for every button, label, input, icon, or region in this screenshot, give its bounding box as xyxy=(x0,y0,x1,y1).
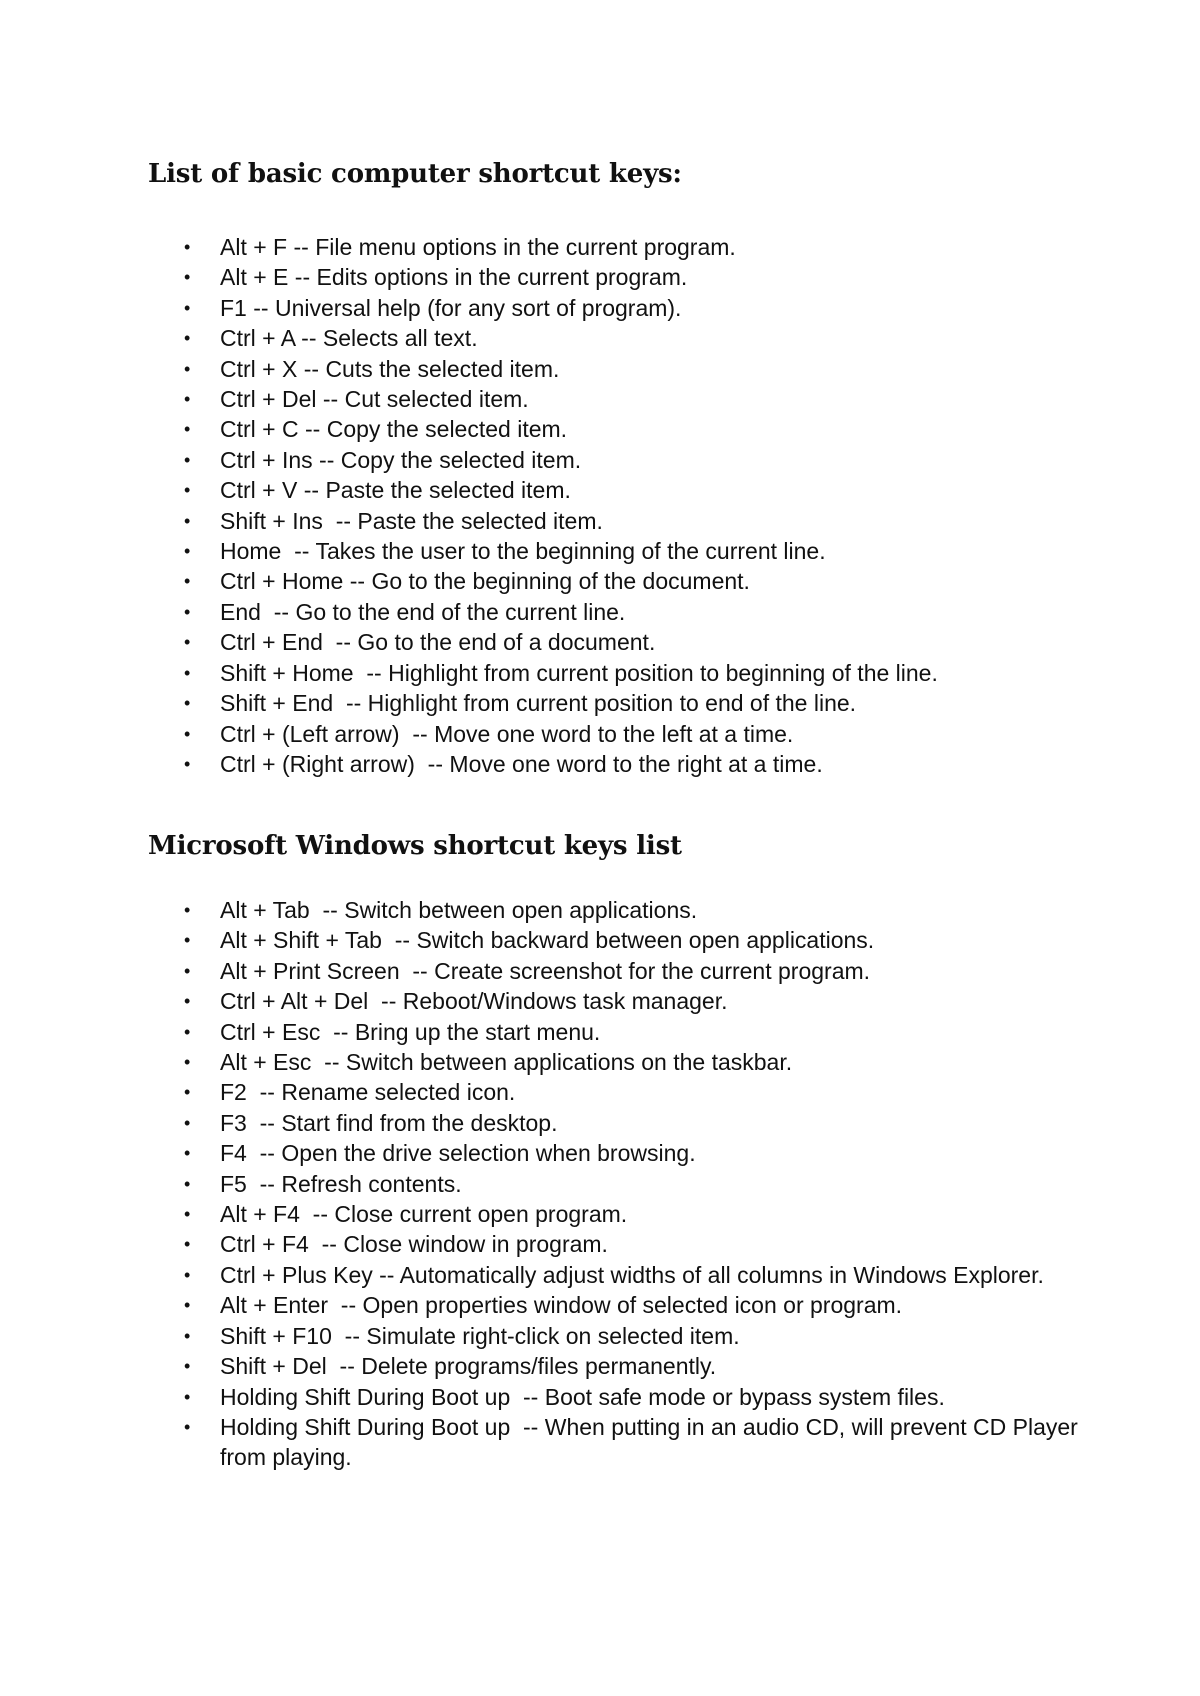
shortcut-keys: Alt + Shift + Tab xyxy=(220,927,382,954)
shortcut-separator: -- xyxy=(316,386,345,413)
windows-shortcuts-list xyxy=(0,895,1200,1473)
shortcut-description: Highlight from current position to beginning of the line. xyxy=(388,659,938,686)
shortcut-description: Rename selected icon. xyxy=(281,1079,516,1106)
shortcut-separator: -- xyxy=(246,1079,282,1106)
shortcut-separator: -- xyxy=(260,598,296,625)
shortcut-separator: -- xyxy=(246,1109,282,1136)
shortcut-keys: Shift + Home xyxy=(220,659,354,686)
bullet-icon: • xyxy=(184,328,191,349)
list-item xyxy=(0,627,1200,657)
shortcut-keys: Ctrl + V xyxy=(220,477,298,504)
shortcut-description: Copy the selected item. xyxy=(340,446,582,473)
bullet-icon: • xyxy=(184,419,191,440)
shortcut-description: Highlight from current position to end of the line. xyxy=(367,690,857,717)
shortcut-description: Reboot/Windows task manager. xyxy=(402,988,728,1015)
bullet-icon: • xyxy=(184,1416,191,1437)
shortcut-description: Copy the selected item. xyxy=(326,416,568,443)
shortcut-separator: -- xyxy=(294,325,323,352)
shortcut-separator: -- xyxy=(343,568,372,595)
shortcut-separator: -- xyxy=(381,927,417,954)
shortcut-keys: Ctrl + A xyxy=(220,325,295,352)
list-item xyxy=(0,1412,1200,1473)
shortcut-keys: Alt + Print Screen xyxy=(220,957,400,984)
bullet-icon: • xyxy=(184,571,191,592)
shortcut-separator: -- xyxy=(287,234,316,260)
list-item xyxy=(0,1382,1200,1412)
shortcut-description: Close current open program. xyxy=(334,1201,628,1228)
list-item xyxy=(0,323,1200,353)
bullet-icon: • xyxy=(184,1356,191,1377)
shortcut-description: Boot safe mode or bypass system files. xyxy=(544,1383,945,1410)
shortcut-keys: Ctrl + X xyxy=(220,355,298,382)
shortcut-description: Go to the beginning of the document. xyxy=(371,568,750,595)
section-title-windows-shortcuts: Microsoft Windows shortcut keys list xyxy=(148,831,682,861)
bullet-icon: • xyxy=(184,1204,191,1225)
shortcut-separator: -- xyxy=(298,416,327,443)
shortcut-separator: -- xyxy=(288,264,317,291)
bullet-icon: • xyxy=(184,1264,191,1285)
shortcut-description: When putting in an audio CD, will prevent CD Player from playing. xyxy=(220,1413,1085,1471)
bullet-icon: • xyxy=(184,1052,191,1073)
shortcut-description: Open properties window of selected icon or program. xyxy=(362,1292,903,1319)
shortcut-separator: -- xyxy=(246,1170,282,1197)
shortcut-keys: Ctrl + F4 xyxy=(220,1231,309,1258)
list-item xyxy=(0,1017,1200,1047)
shortcut-description: Close window in program. xyxy=(343,1231,608,1258)
shortcut-separator: -- xyxy=(299,1201,335,1228)
list-item xyxy=(0,414,1200,444)
shortcut-separator: -- xyxy=(399,720,435,747)
shortcut-description: Simulate right-click on selected item. xyxy=(366,1322,740,1349)
shortcut-description: Go to the end of a document. xyxy=(357,629,656,656)
shortcut-separator: -- xyxy=(309,897,345,923)
list-item xyxy=(0,1108,1200,1138)
shortcut-keys: Ctrl + Home xyxy=(220,568,344,595)
bullet-icon: • xyxy=(184,1082,191,1103)
list-item xyxy=(0,475,1200,505)
bullet-icon: • xyxy=(184,267,191,288)
list-item xyxy=(0,1138,1200,1168)
shortcut-keys: Alt + E xyxy=(220,264,289,291)
list-item xyxy=(0,506,1200,536)
shortcut-separator: -- xyxy=(326,1353,362,1380)
shortcut-keys: Alt + Tab xyxy=(220,897,310,923)
list-item xyxy=(0,1290,1200,1320)
shortcut-keys: Alt + Esc xyxy=(220,1049,312,1076)
list-item xyxy=(0,1169,1200,1199)
shortcut-separator: -- xyxy=(368,988,403,1015)
shortcut-description: Bring up the start menu. xyxy=(354,1018,601,1045)
shortcut-description: Switch between applications on the taskbar. xyxy=(345,1049,793,1076)
shortcut-description: Cuts the selected item. xyxy=(325,355,560,382)
list-item xyxy=(0,925,1200,955)
bullet-icon: • xyxy=(184,449,191,470)
bullet-icon: • xyxy=(184,1112,191,1133)
list-item xyxy=(0,445,1200,475)
shortcut-keys: Home xyxy=(220,538,282,565)
shortcut-separator: -- xyxy=(322,629,358,656)
list-item xyxy=(0,384,1200,414)
shortcut-keys: Ctrl + End xyxy=(220,629,323,656)
bullet-icon: • xyxy=(184,1143,191,1164)
shortcut-keys: Shift + End xyxy=(220,690,334,717)
shortcut-separator: -- xyxy=(312,446,341,473)
list-item xyxy=(0,1321,1200,1351)
list-item xyxy=(0,1077,1200,1107)
bullet-icon: • xyxy=(184,541,191,562)
list-item xyxy=(0,1047,1200,1077)
list-item xyxy=(0,1199,1200,1229)
bullet-icon: • xyxy=(184,510,191,531)
bullet-icon: • xyxy=(184,900,191,920)
shortcut-separator: -- xyxy=(353,659,389,686)
shortcut-keys: Alt + Enter xyxy=(220,1292,329,1319)
bullet-icon: • xyxy=(184,601,191,622)
bullet-icon: • xyxy=(184,1234,191,1255)
shortcut-keys: Holding Shift During Boot up xyxy=(220,1413,511,1440)
bullet-icon: • xyxy=(184,480,191,501)
shortcut-keys: Ctrl + (Right arrow) xyxy=(220,750,415,777)
shortcut-keys: Ctrl + Ins xyxy=(220,446,313,473)
shortcut-separator: -- xyxy=(510,1383,545,1410)
bullet-icon: • xyxy=(184,753,191,774)
list-item xyxy=(0,262,1200,292)
shortcut-separator: -- xyxy=(328,1292,363,1319)
bullet-icon: • xyxy=(184,1173,191,1194)
shortcut-keys: F4 xyxy=(220,1140,247,1167)
shortcut-description: Switch backward between open applications. xyxy=(416,927,875,954)
shortcut-keys: F5 xyxy=(220,1170,247,1197)
bullet-icon: • xyxy=(184,389,191,410)
shortcut-keys: Shift + Ins xyxy=(220,507,323,534)
bullet-icon: • xyxy=(184,991,191,1012)
list-item xyxy=(0,749,1200,779)
shortcut-separator: -- xyxy=(297,355,326,382)
shortcut-description: Paste the selected item. xyxy=(357,507,603,534)
shortcut-separator: -- xyxy=(297,477,326,504)
shortcut-keys: F3 xyxy=(220,1109,247,1136)
bullet-icon: • xyxy=(184,1386,191,1407)
shortcut-keys: Alt + F4 xyxy=(220,1201,300,1228)
shortcut-keys: End xyxy=(220,598,261,625)
list-item xyxy=(0,658,1200,688)
shortcut-keys: Ctrl + Esc xyxy=(220,1018,321,1045)
shortcut-description: Edits options in the current program. xyxy=(316,264,688,291)
shortcut-separator: -- xyxy=(246,1140,282,1167)
shortcut-keys: Ctrl + C xyxy=(220,416,299,443)
shortcut-keys: F2 xyxy=(220,1079,247,1106)
list-item xyxy=(0,536,1200,566)
shortcut-separator: -- xyxy=(308,1231,344,1258)
list-item xyxy=(0,1351,1200,1381)
shortcut-keys: Ctrl + Alt + Del xyxy=(220,988,369,1015)
shortcut-description: Paste the selected item. xyxy=(325,477,571,504)
shortcut-keys: Shift + F10 xyxy=(220,1322,332,1349)
shortcut-keys: Alt + F xyxy=(220,234,288,260)
list-item xyxy=(0,719,1200,749)
shortcut-separator: -- xyxy=(510,1413,545,1440)
shortcut-description: Automatically adjust widths of all columns in Windows Explorer. xyxy=(399,1261,1044,1288)
shortcut-description: Open the drive selection when browsing. xyxy=(281,1140,696,1167)
shortcut-description: Start find from the desktop. xyxy=(281,1109,558,1136)
shortcut-description: Create screenshot for the current program. xyxy=(434,957,871,984)
shortcut-description: Universal help (for any sort of program). xyxy=(274,294,682,321)
shortcut-description: Move one word to the right at a time. xyxy=(449,750,823,777)
list-item xyxy=(0,688,1200,718)
section-title-basic-shortcuts: List of basic computer shortcut keys: xyxy=(148,159,682,189)
shortcut-description: Cut selected item. xyxy=(344,386,529,413)
list-item xyxy=(0,1260,1200,1290)
shortcut-keys: F1 xyxy=(220,294,247,321)
basic-shortcuts-list xyxy=(0,232,1200,779)
bullet-icon: • xyxy=(184,632,191,653)
shortcut-description: Refresh contents. xyxy=(281,1170,462,1197)
shortcut-separator: -- xyxy=(333,690,368,717)
list-item xyxy=(0,354,1200,384)
shortcut-description: Switch between open applications. xyxy=(344,897,698,923)
bullet-icon: • xyxy=(184,237,191,257)
list-item xyxy=(0,293,1200,323)
shortcut-separator: -- xyxy=(372,1261,400,1288)
shortcut-description: Move one word to the left at a time. xyxy=(434,720,794,747)
shortcut-separator: -- xyxy=(331,1322,367,1349)
shortcut-separator: -- xyxy=(320,1018,355,1045)
shortcut-keys: Holding Shift During Boot up xyxy=(220,1383,511,1410)
shortcut-keys: Ctrl + Del xyxy=(220,386,317,413)
shortcut-description: Delete programs/files permanently. xyxy=(361,1353,717,1380)
shortcut-separator: -- xyxy=(311,1049,346,1076)
bullet-icon: • xyxy=(184,297,191,318)
list-item xyxy=(0,1229,1200,1259)
bullet-icon: • xyxy=(184,960,191,981)
bullet-icon: • xyxy=(184,693,191,714)
bullet-icon: • xyxy=(184,662,191,683)
bullet-icon: • xyxy=(184,1295,191,1316)
shortcut-separator: -- xyxy=(322,507,358,534)
list-item xyxy=(0,597,1200,627)
list-item xyxy=(0,232,1200,262)
shortcut-description: Go to the end of the current line. xyxy=(295,598,626,625)
bullet-icon: • xyxy=(184,723,191,744)
bullet-icon: • xyxy=(184,358,191,379)
shortcut-description: File menu options in the current program. xyxy=(315,234,736,260)
list-item xyxy=(0,986,1200,1016)
shortcut-separator: -- xyxy=(281,538,316,565)
bullet-icon: • xyxy=(184,1021,191,1042)
shortcut-separator: -- xyxy=(246,294,275,321)
shortcut-keys: Ctrl + Plus Key xyxy=(220,1261,373,1288)
list-item xyxy=(0,956,1200,986)
bullet-icon: • xyxy=(184,930,191,951)
bullet-icon: • xyxy=(184,1325,191,1346)
shortcut-keys: Ctrl + (Left arrow) xyxy=(220,720,400,747)
shortcut-separator: -- xyxy=(414,750,450,777)
shortcut-keys: Shift + Del xyxy=(220,1353,327,1380)
shortcut-description: Takes the user to the beginning of the current line. xyxy=(315,538,826,565)
list-item xyxy=(0,566,1200,596)
shortcut-separator: -- xyxy=(399,957,435,984)
list-item xyxy=(0,895,1200,925)
shortcut-description: Selects all text. xyxy=(322,325,478,352)
